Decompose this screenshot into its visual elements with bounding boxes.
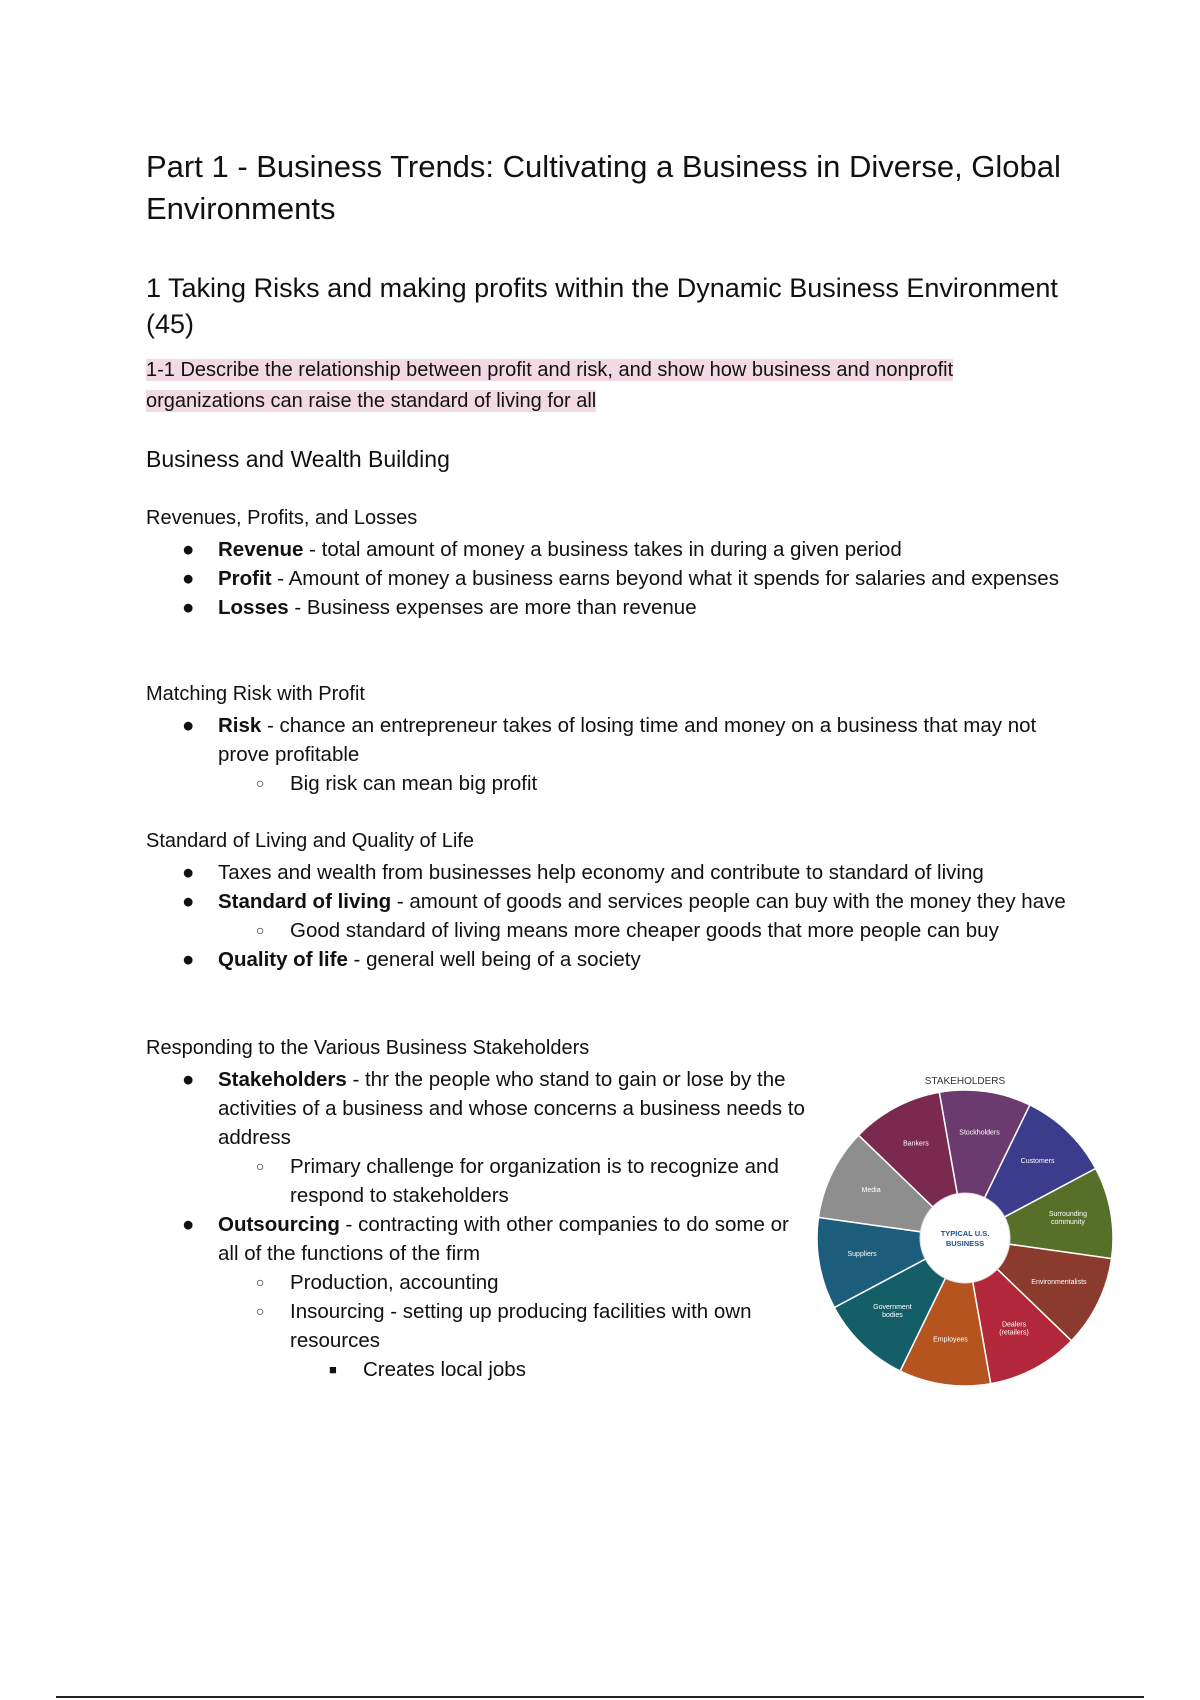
stakeholders-list — [146, 1065, 806, 1384]
circle-bullet: ○ — [256, 775, 265, 791]
list-subitem — [146, 1152, 806, 1210]
rpl-list — [146, 535, 1066, 622]
risk-heading: Matching Risk with Profit — [146, 683, 365, 705]
disc-bullet: ● — [182, 714, 195, 737]
square-bullet: ■ — [329, 1362, 337, 1377]
disc-bullet: ● — [182, 596, 195, 619]
definition: - Business expenses are more than revenue — [288, 596, 697, 619]
list-subitem — [146, 1297, 806, 1355]
list-item — [146, 858, 1106, 887]
footer-rule — [56, 1696, 1144, 1698]
list-item — [146, 564, 1066, 593]
definition: - amount of goods and services people can buy with the money they have — [391, 890, 1066, 913]
risk-list — [146, 711, 1086, 798]
living-list — [146, 858, 1106, 974]
wheel-segment-label: Surrounding community — [1048, 1210, 1087, 1226]
learning-objective — [146, 355, 1046, 417]
term: Losses — [218, 596, 289, 619]
disc-bullet: ● — [182, 861, 195, 884]
term: Quality of life — [218, 948, 348, 971]
definition: - general well being of a society — [347, 948, 641, 971]
definition: - chance an entrepreneur takes of losing time and money on a business that may not prove profitable — [218, 714, 1037, 766]
disc-bullet: ● — [182, 948, 195, 971]
list-subitem — [146, 1268, 806, 1297]
living-heading: Standard of Living and Quality of Life — [146, 830, 474, 852]
learning-objective-text: 1-1 Describe the relationship between profit and risk, and show how business and nonprofit organizations can raise the standard of living for all — [146, 359, 954, 412]
wheel-segment-label: Bankers — [903, 1140, 929, 1148]
wheel-segment-label: Government bodies — [873, 1304, 912, 1320]
wheel-segment-label: Dealers (retailers) — [999, 1321, 1029, 1337]
definition: - Amount of money a business earns beyond what it spends for salaries and expenses — [271, 567, 1059, 590]
subitem-text: Good standard of living means more cheaper goods that more people can buy — [290, 919, 999, 942]
stakeholders-heading: Responding to the Various Business Stakeholders — [146, 1037, 590, 1059]
section-heading: Business and Wealth Building — [146, 446, 450, 472]
list-subitem — [146, 769, 1086, 798]
definition: - total amount of money a business takes in during a given period — [303, 538, 902, 561]
disc-bullet: ● — [182, 1068, 195, 1091]
list-item — [146, 1065, 806, 1152]
circle-bullet: ○ — [256, 922, 265, 938]
disc-bullet: ● — [182, 538, 195, 561]
chapter-heading: 1 Taking Risks and making profits within the Dynamic Business Environment (45) — [146, 273, 1058, 339]
term: Revenue — [218, 538, 304, 561]
subitem-text: Production, accounting — [290, 1271, 499, 1294]
list-item — [146, 535, 1066, 564]
list-item — [146, 593, 1066, 622]
subitem-text: Primary challenge for organization is to recognize and respond to stakeholders — [290, 1155, 779, 1207]
document-title: Part 1 - Business Trends: Cultivating a Business in Diverse, Global Environments — [146, 149, 1061, 226]
stakeholders-wheel-figure — [810, 1070, 1120, 1390]
term: Stakeholders — [218, 1068, 347, 1091]
term: Profit — [218, 567, 272, 590]
wheel-segment-label: Customers — [1020, 1157, 1055, 1165]
term: Outsourcing — [218, 1213, 340, 1236]
list-item — [146, 1210, 806, 1268]
definition: - contracting with other companies to do some or all of the functions of the firm — [218, 1213, 789, 1265]
wheel-title: STAKEHOLDERS — [924, 1076, 1006, 1087]
rpl-heading: Revenues, Profits, and Losses — [146, 507, 418, 529]
term: Risk — [218, 714, 262, 737]
subitem-text: Creates local jobs — [363, 1358, 526, 1381]
wheel-segment-label: Suppliers — [847, 1251, 877, 1259]
circle-bullet: ○ — [256, 1303, 265, 1319]
disc-bullet: ● — [182, 1213, 195, 1236]
subitem-text: Insourcing - setting up producing facilities with own resources — [290, 1300, 752, 1352]
subitem-text: Big risk can mean big profit — [290, 772, 538, 795]
disc-bullet: ● — [182, 890, 195, 913]
wheel-center-line2: BUSINESS — [945, 1239, 985, 1248]
list-item — [146, 711, 1086, 769]
disc-bullet: ● — [182, 567, 195, 590]
wheel-segment-label: Environmentalists — [1031, 1278, 1087, 1286]
list-item — [146, 887, 1106, 916]
wheel-segment-label: Stockholders — [959, 1129, 1000, 1137]
list-subitem — [146, 916, 1106, 945]
list-item — [146, 945, 1106, 974]
wheel-center-line1: TYPICAL U.S. — [940, 1229, 990, 1238]
item-text: Taxes and wealth from businesses help economy and contribute to standard of living — [218, 861, 984, 884]
wheel-center — [920, 1193, 1010, 1283]
definition: - thr the people who stand to gain or lose by the activities of a business and whose concerns a business needs to address — [218, 1068, 805, 1149]
wheel-segment-label: Media — [861, 1187, 881, 1195]
list-subsubitem — [146, 1355, 806, 1384]
term: Standard of living — [218, 890, 392, 913]
wheel-segment-label: Employees — [933, 1336, 968, 1344]
circle-bullet: ○ — [256, 1274, 265, 1290]
circle-bullet: ○ — [256, 1158, 265, 1174]
